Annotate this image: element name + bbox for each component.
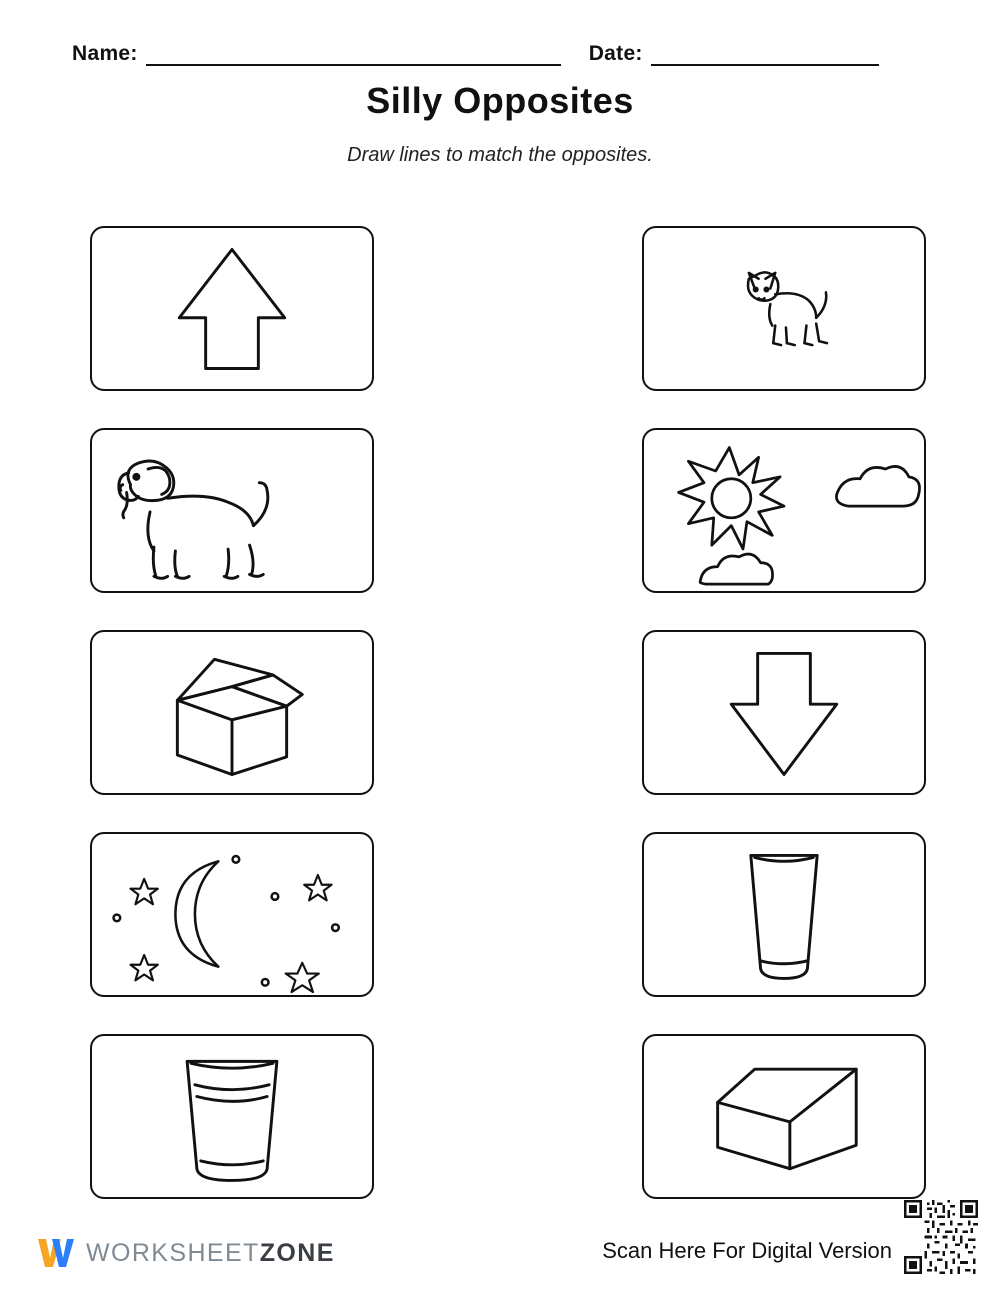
brand-name-second: ZONE — [259, 1238, 335, 1267]
big-dog-icon — [92, 430, 372, 591]
card-big-dog[interactable] — [90, 428, 374, 593]
instructions-text: Draw lines to match the opposites. — [347, 144, 653, 166]
night-moon-stars-icon — [92, 834, 372, 995]
brand-name — [86, 1239, 335, 1268]
date-input[interactable] — [651, 46, 879, 66]
full-glass-icon — [92, 1036, 372, 1197]
card-up-arrow[interactable] — [90, 226, 374, 391]
name-label: Name: — [72, 42, 138, 65]
brand-name-first: WORKSHEET — [86, 1238, 260, 1267]
footer — [0, 1198, 1000, 1294]
card-down-arrow[interactable] — [642, 630, 926, 795]
qr-code[interactable] — [904, 1200, 978, 1274]
match-grid — [0, 226, 1000, 1236]
open-box-icon — [92, 632, 372, 793]
match-row — [0, 428, 1000, 630]
date-label: Date: — [588, 42, 643, 65]
name-input[interactable] — [146, 46, 561, 66]
card-sun-clouds[interactable] — [642, 428, 926, 593]
match-row — [0, 832, 1000, 1034]
small-dog-icon — [644, 228, 924, 389]
card-open-box[interactable] — [90, 630, 374, 795]
empty-glass-icon — [644, 834, 924, 995]
name-date-row — [72, 30, 928, 66]
page-title: Silly Opposites — [366, 80, 634, 121]
match-row — [0, 630, 1000, 832]
brand-logo[interactable] — [36, 1236, 335, 1270]
card-closed-box[interactable] — [642, 1034, 926, 1199]
card-small-dog[interactable] — [642, 226, 926, 391]
closed-box-icon — [644, 1036, 924, 1197]
worksheet-zone-logo-icon — [36, 1236, 76, 1270]
scan-instruction: Scan Here For Digital Version — [602, 1238, 892, 1263]
card-night-moon[interactable] — [90, 832, 374, 997]
sun-clouds-icon — [644, 430, 924, 591]
card-full-glass[interactable] — [90, 1034, 374, 1199]
down-arrow-icon — [644, 632, 924, 793]
up-arrow-icon — [92, 228, 372, 389]
card-empty-glass[interactable] — [642, 832, 926, 997]
match-row — [0, 226, 1000, 428]
